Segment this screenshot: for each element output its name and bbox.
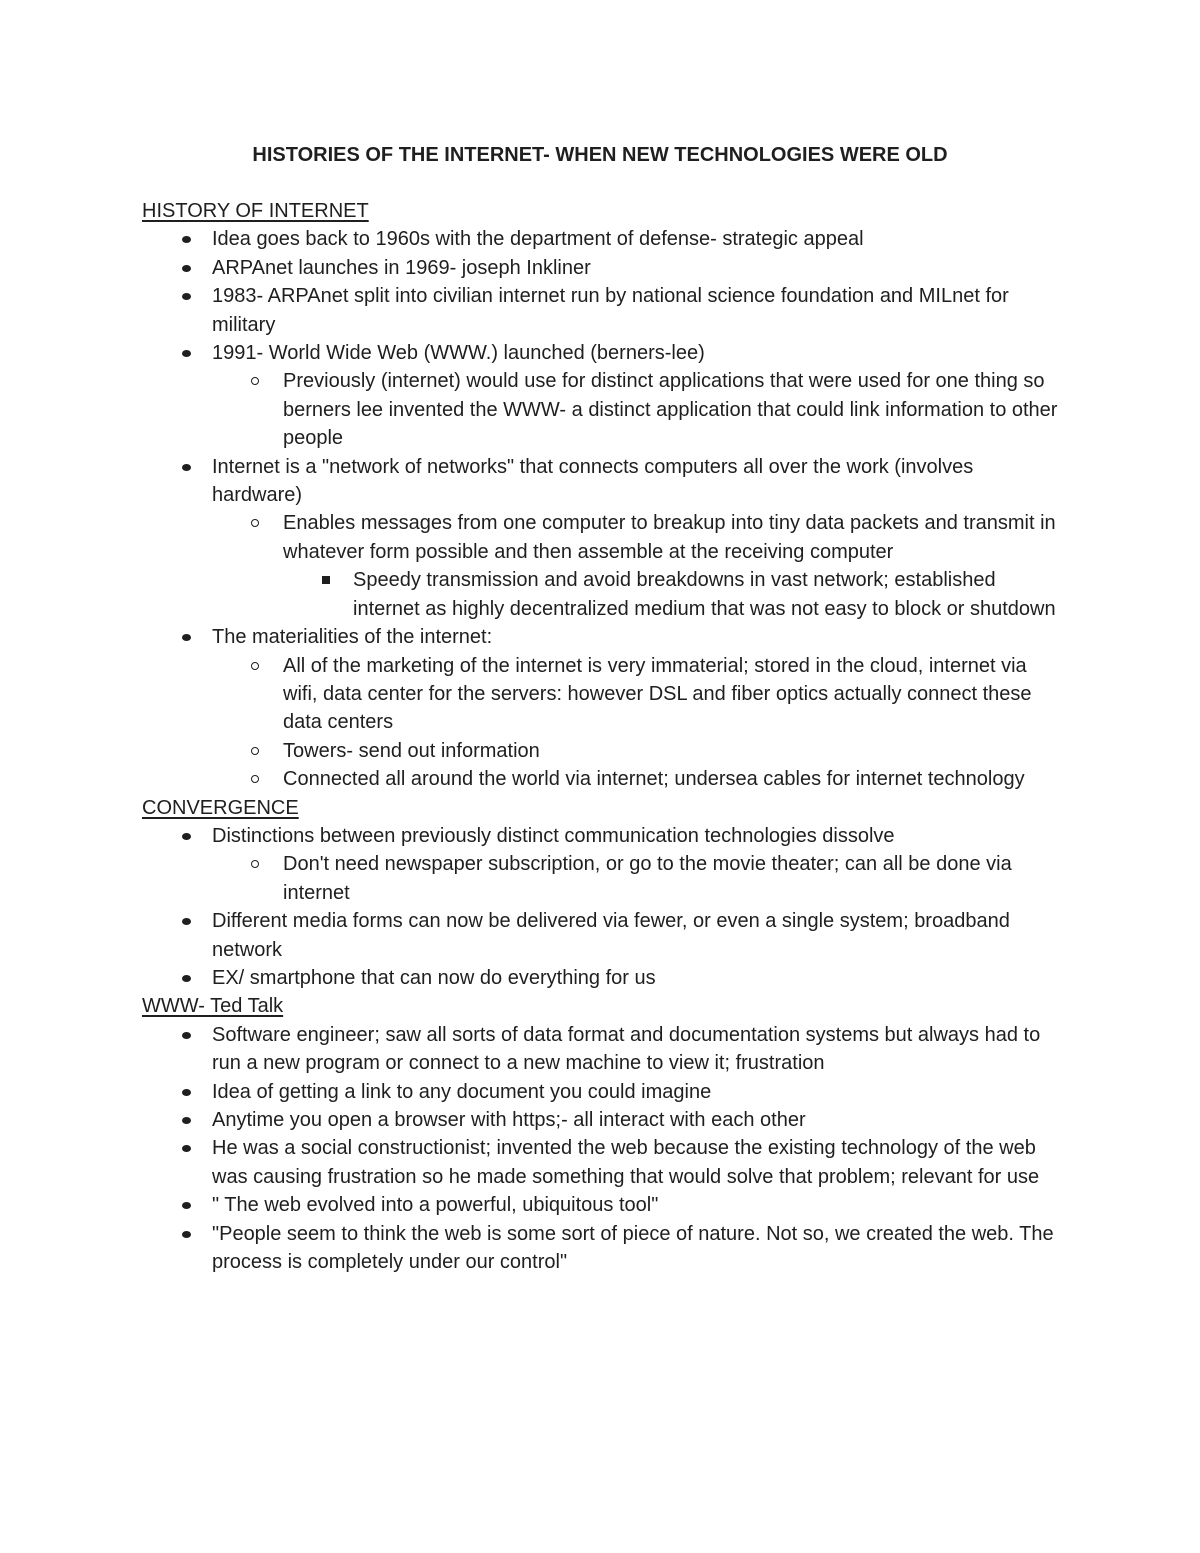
list-item: [142, 225, 1062, 253]
list-item: [142, 566, 1062, 623]
list-item-text: 1991- World Wide Web (WWW.) launched (berners-lee): [212, 342, 705, 365]
bullet-circle-icon: [251, 747, 259, 755]
list-item-text: Internet is a "network of networks" that connects computers all over the work (involves hardware): [212, 455, 974, 507]
list-item: [142, 367, 1062, 452]
bullet-disc-icon: [182, 236, 191, 243]
bullet-disc-icon: [182, 918, 191, 925]
list-item: [142, 339, 1062, 367]
bullet-disc-icon: [182, 975, 191, 982]
list-item-text: "People seem to think the web is some sort of piece of nature. Not so, we created the web. The process is completely under our control": [212, 1222, 1054, 1274]
list-item: [142, 850, 1062, 907]
list-item-text: EX/ smartphone that can now do everything for us: [212, 966, 656, 989]
list-item-text: Software engineer; saw all sorts of data format and documentation systems but always had to run a new program or connect to a new machine to view it; frustration: [212, 1023, 1041, 1075]
document-title: HISTORIES OF THE INTERNET- WHEN NEW TECHNOLOGIES WERE OLD: [252, 144, 948, 166]
list-item-text: Towers- send out information: [283, 739, 540, 762]
list-item: [142, 964, 1062, 992]
list-item: [142, 765, 1062, 793]
bullet-disc-icon: [182, 464, 191, 471]
section-heading: WWW- Ted Talk: [142, 995, 284, 1018]
list-item: [142, 1106, 1062, 1134]
list-item: [142, 254, 1062, 282]
bullet-disc-icon: [182, 1145, 191, 1152]
document-body: [142, 197, 1062, 1276]
list-item: [142, 282, 1062, 339]
list-item-text: The materialities of the internet:: [212, 626, 493, 649]
list-item: [142, 737, 1062, 765]
list-item-text: Previously (internet) would use for distinct applications that were used for one thing so berners lee invented the WWW- a distinct application that could link information to other people: [283, 370, 1058, 450]
bullet-disc-icon: [182, 634, 191, 641]
list-item-text: He was a social constructionist; invented the web because the existing technology of the web was causing frustration so he made something that would solve that problem; relevant for use: [212, 1137, 1040, 1188]
list-item-text: " The web evolved into a powerful, ubiquitous tool": [212, 1194, 659, 1217]
list-item-text: Idea of getting a link to any document you could imagine: [212, 1080, 712, 1103]
list-item-text: ARPAnet launches in 1969- joseph Inkliner: [212, 256, 591, 279]
bullet-disc-icon: [182, 265, 191, 272]
bullet-circle-icon: [251, 519, 259, 527]
bullet-circle-icon: [251, 775, 259, 783]
bullet-disc-icon: [182, 293, 191, 300]
list-item: [142, 453, 1062, 510]
section-heading: CONVERGENCE: [142, 796, 299, 819]
list-item: [142, 623, 1062, 651]
list-item: [142, 1191, 1062, 1219]
bullet-disc-icon: [182, 1202, 191, 1209]
list-item-text: Connected all around the world via internet; undersea cables for internet technology: [283, 768, 1025, 791]
list-item-text: Speedy transmission and avoid breakdowns in vast network; established internet as highly decentralized medium that was not easy to block or shutdown: [353, 569, 1056, 620]
bullet-circle-icon: [251, 377, 259, 385]
list-item-text: Enables messages from one computer to breakup into tiny data packets and transmit in whatever form possible and then assemble at the receiving computer: [283, 512, 1056, 563]
list-item: [142, 652, 1062, 737]
list-item-text: Anytime you open a browser with https;- all interact with each other: [212, 1109, 806, 1131]
bullet-circle-icon: [251, 662, 259, 670]
list-item: [142, 1021, 1062, 1078]
list-item: [142, 1078, 1062, 1106]
list-item-text: Idea goes back to 1960s with the department of defense- strategic appeal: [212, 228, 864, 251]
bullet-disc-icon: [182, 1231, 191, 1238]
list-item: [142, 509, 1062, 566]
list-item: [142, 822, 1062, 850]
list-item-text: Different media forms can now be delivered via fewer, or even a single system; broadband network: [212, 910, 1010, 961]
bullet-disc-icon: [182, 350, 191, 357]
bullet-disc-icon: [182, 1117, 191, 1124]
list-item: [142, 1220, 1062, 1277]
bullet-disc-icon: [182, 1032, 191, 1039]
section-heading: HISTORY OF INTERNET: [142, 200, 369, 222]
bullet-disc-icon: [182, 1089, 191, 1096]
list-item: [142, 1134, 1062, 1191]
list-item-text: Don't need newspaper subscription, or go to the movie theater; can all be done via internet: [283, 853, 1012, 904]
bullet-circle-icon: [251, 860, 259, 868]
bullet-disc-icon: [182, 833, 191, 840]
list-item-text: 1983- ARPAnet split into civilian internet run by national science foundation and MILnet for military: [212, 285, 1009, 336]
list-item-text: All of the marketing of the internet is very immaterial; stored in the cloud, internet via wifi, data center for the servers: however DSL and fiber optics actually connect these data centers: [283, 654, 1032, 734]
list-item-text: Distinctions between previously distinct communication technologies dissolve: [212, 824, 895, 847]
list-item: [142, 907, 1062, 964]
bullet-square-icon: [322, 576, 330, 584]
